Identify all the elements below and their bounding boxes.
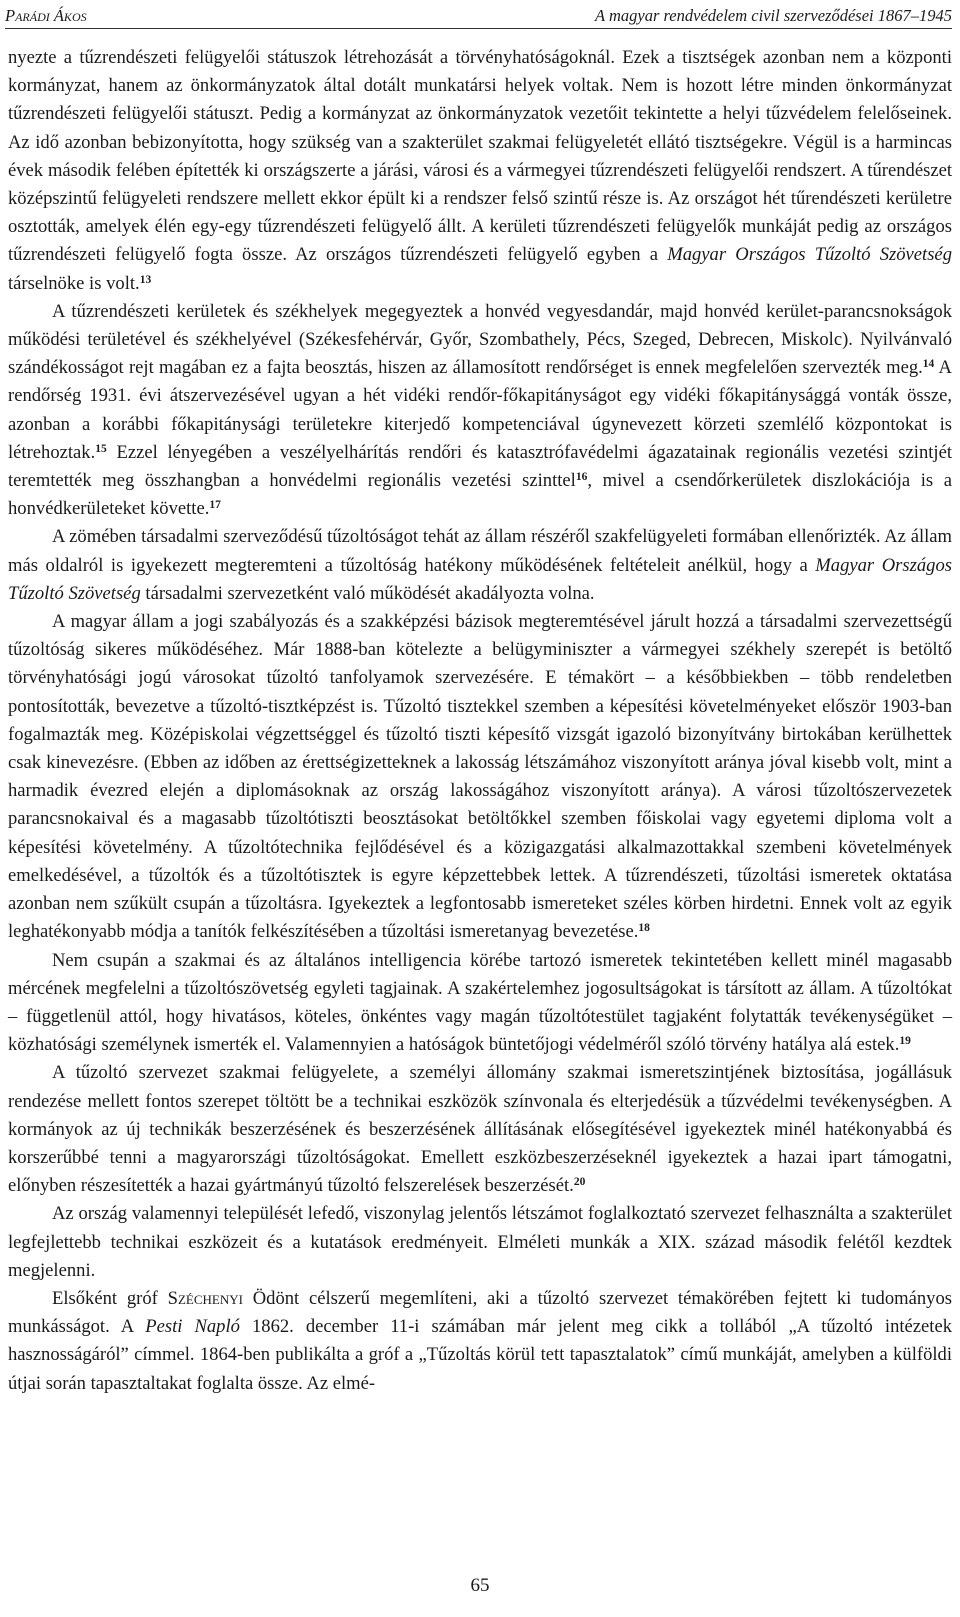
text-run: nyezte a tűzrendészeti felügyelői státuszok létrehozását a törvényhatóságoknál. Ezek a tisztségek azonban nem a központi kormányzat, hanem az önkormányzatok által dotált munkatársi helyek voltak. Nem is hozott létre minden önkormányzat tűzrendészeti felügyelői státuszt. Pedig a kormányzat az önkormányzatok vezetőit tekintette a helyi tűzvédelem felelőseinek. Az idő azonban bebizonyította, hogy szükség van a szakterület szakmai felügyeletét ellátó tisztségekre. Végül is a harmincas évek második felében építették ki országszerte a járási, városi és a vármegyei tűzrendészeti felügyelői rendszert. A tűrendészet középszintű felügyeleti rendszere mellett ekkor épült ki a rendszer felső szintű része is. Az országot hét tűrendészeti kerületre osztották, amelyek élén egy-egy tűzrendészeti felügyelő állt. A kerületi tűzrendészeti felügyelők munkáját pedig az országos tűzrendészeti felügyelő fogta össze. Az országos tűzrendészeti felügyelő egyben a	[8, 47, 952, 266]
text-run: 1862. december 11-i számában már jelent meg cikk a tollából „A tűzoltó intézetek hasznosságáról” címmel. 1864-ben publikálta a gróf a „Tűzoltás körül tett tapasztalatok” című munkáját, amelyben a külföldi útjai során tapasztaltakat foglalta össze. Az elmé-	[8, 1316, 952, 1394]
text-run: Ezzel lényegében a veszélyelhárítás rendőri és katasztrófavédelmi ágazatainak regionális vezetési szintjét teremtették meg összhangban a honvédelmi regionális vezetési szinttel	[8, 441, 952, 492]
footnote-reference: 16	[575, 471, 588, 484]
text-run: társelnöke is volt.	[8, 272, 140, 294]
paragraph	[8, 608, 952, 946]
text-run: A zömében társadalmi szerveződésű tűzoltóságot tehát az állam részéről szakfelügyeleti formában ellenőrizték. Az állam más oldalról is igyekezett megteremteni a tűzoltóság hatékony működésének feltételeit anélkül, hogy a	[8, 526, 952, 576]
paragraph	[8, 1285, 952, 1398]
text-run: A magyar állam a jogi szabályozás és a szakképzési bázisok megteremtésével járult hozzá a társadalmi szervezettségű tűzoltóság sikeres működéséhez. Már 1888-ban kötelezte a belügyminiszter a vármegyei székhely szerepét is betöltő törvényhatósági jogú városokat tűzoltó tanfolyamok szervezésére. E témakört – a későbbiekben – több rendeletben pontosították, bevezetve a tűzoltó-tisztképzést is. Tűzoltó tisztekkel szemben a képesítési követelményeket először 1903-ban fogalmazták meg. Középiskolai végzettséggel és tűzoltó tiszti képesítő vizsgát igazoló bizonyítvány birtokában kerülhettek csak kinevezésre. (Ebben az időben az érettségizetteknek a lakosság létszámához viszonyított aránya jóval kisebb volt, mint a harmadik évezred elején a diplomásoknak az ország lakosságához viszonyított aránya). A városi tűzoltószervezetek parancsnokaival és a magasabb tűzoltótiszti beosztásokat betöltőkkel szemben főiskolai vagy egyetemi diploma volt a képesítési követelmény. A tűzoltótechnika fejlődésével és a közigazgatási alkalmazottakkal szembeni követelmények emelkedésével, a tűzoltók és a tűzoltótisztek is egyre képzettebbek lettek. A tűzrendészeti, tűzoltási ismeretek oktatása azonban nem szűkült csupán a tűzoltásra. Igyekeztek a legfontosabb ismereteket széles körben hirdetni. Ennek volt az egyik leghatékonyabb módja a tanítók felkészítésében a tűzoltási ismeretanyag bevezetése.	[8, 611, 952, 943]
header-book-title: A magyar rendvédelem civil szerveződései 1867–1945	[595, 6, 952, 25]
text-run: Ödönt célszerű megemlíteni, aki a tűzoltó szervezet témakörében fejtett ki tudományos munkásságot. A	[8, 1287, 952, 1338]
paragraph	[8, 1200, 952, 1285]
page-number: 65	[470, 1575, 490, 1596]
body-text	[8, 44, 952, 1398]
text-run: A rendőrség 1931. évi átszervezésével ugyan a hét vidéki rendőr-főkapitányságot egy vidéki főkapitánysággá vonták össze, azonban a korábbi főkapitánysági területekre kiterjedő kompetenciával úgynevezett körzeti szemlélő központokat is létrehoztak.	[8, 357, 952, 463]
text-run: A tűzrendészeti kerületek és székhelyek megegyeztek a honvéd vegyesdandár, majd honvéd kerület-parancsnokságok működési területével és székhelyével (Székesfehérvár, Győr, Szombathely, Pécs, Szeged, Debrecen, Miskolc). Nyilvánvaló szándékosságot rejt magában ez a fajta beosztás, hiszen az államosított rendőrséget is ennek megfelelően szervezték meg.	[8, 300, 952, 379]
header-author: Parádi Ákos	[5, 6, 87, 25]
italic-title: Magyar Országos Tűzoltó Szövetség	[667, 244, 952, 266]
text-run: A tűzoltó szervezet szakmai felügyelete, a személyi állomány szakmai ismeretszintjének biztosítása, jogállásuk rendezése mellett fontos szerepet töltött be a technikai eszközök színvonala és elterjedésük a tűzvédelmi tevékenységben. A kormányok az új technikák beszerzésének és beszerzésének állításának elősegítésével igyekeztek minél hatékonyabbá és korszerűbbé tenni a magyarországi tűzoltóságokat. Emellett eszközbeszerzéseknél igyekeztek a hazai ipart támogatni, előnyben részesítették a hazai gyártmányú tűzoltó felszerelések beszerzését.	[8, 1062, 952, 1197]
text-run: Nem csupán a szakmai és az általános intelligencia körébe tartozó ismeretek tekintetében kellett minél magasabb mércének megfelelni a tűzoltószövetség egyleti tagjainak. A szakértelemhez jogosultságokat is társított az állam. A tűzoltókat – függetlenül attól, hogy hivatásos, köteles, önkéntes vagy magán tűzoltótestület tagjaként folytatták tevékenységüket – közhatósági személynek ismerték el. Valamennyien a hatóságok büntetőjogi védelméről szóló törvény hatálya alá estek.	[8, 949, 952, 1056]
italic-title: Pesti Napló	[145, 1316, 240, 1338]
paragraph	[8, 523, 952, 608]
text-run: társadalmi szervezetként való működését akadályozta volna.	[140, 582, 595, 604]
footnote-reference: 15	[95, 442, 107, 455]
footnote-reference: 19	[899, 1035, 911, 1048]
paragraph	[8, 1059, 952, 1200]
footnote-reference: 20	[573, 1176, 586, 1189]
footnote-reference: 14	[922, 358, 935, 371]
paragraph	[8, 947, 952, 1060]
running-header	[5, 4, 952, 29]
footnote-reference: 18	[638, 922, 650, 935]
person-name: Széchenyi	[167, 1287, 243, 1309]
italic-title: Magyar Országos Tűzoltó Szövetség	[8, 554, 952, 604]
paragraph	[8, 44, 952, 298]
footnote-reference: 13	[139, 273, 152, 286]
footnote-reference: 17	[209, 499, 221, 512]
text-run: Elsőként gróf	[52, 1287, 168, 1309]
text-run: Az ország valamennyi települését lefedő, viszonylag jelentős létszámot foglalkoztató szervezet felhasználta a szakterület legfejlettebb technikai eszközeit és a kutatások eredményeit. Elméleti munkák a XIX. század második felétől kezdtek megjelenni.	[8, 1203, 952, 1281]
paragraph	[8, 298, 952, 524]
text-run: , mivel a csendőrkerületek diszlokációja is a honvédkerületeket követte.	[8, 470, 952, 520]
